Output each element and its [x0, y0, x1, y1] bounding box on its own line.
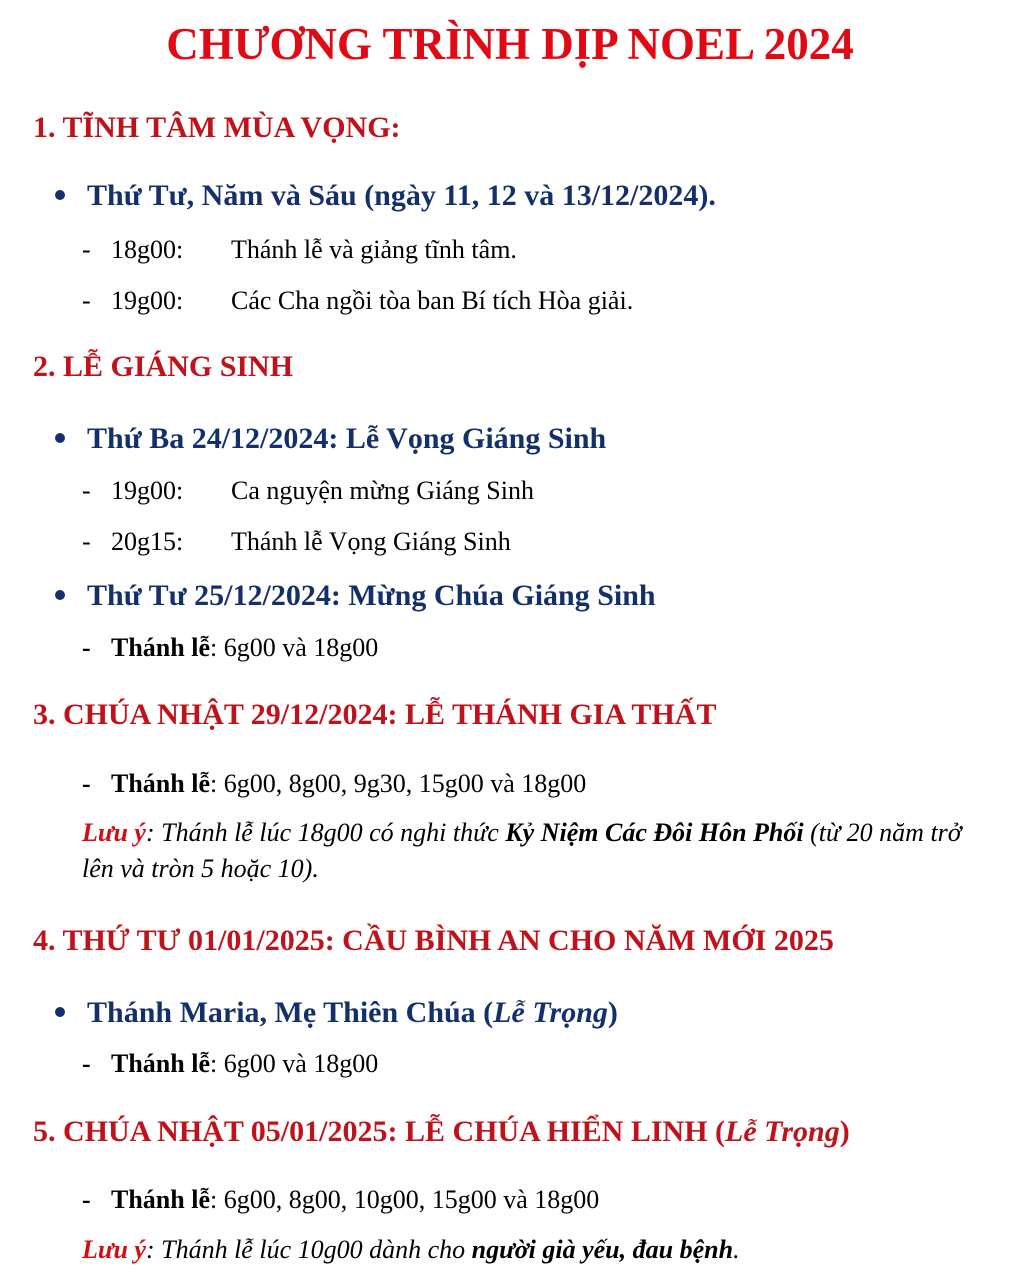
schedule-text: Thánh lễ và giảng tĩnh tâm. — [231, 235, 517, 264]
page-title: CHƯƠNG TRÌNH DỊP NOEL 2024 — [166, 19, 854, 69]
bullet-icon — [55, 590, 65, 600]
note-text: : Thánh lễ lúc 10g00 dành cho — [145, 1235, 472, 1264]
bullet-label: Thứ Tư, Năm và Sáu (ngày 11, 12 và 13/12/2024). — [87, 179, 716, 212]
mass-times: - Thánh lễ: 6g00, 8g00, 10g00, 15g00 và 18g00 — [82, 1185, 600, 1214]
note-text: (từ 20 năm trở lên và tròn 5 hoặc 10). — [82, 818, 962, 883]
note-text: : Thánh lễ lúc 18g00 có nghi thức — [145, 818, 506, 847]
schedule-item: - 19g00: Ca nguyện mừng Giáng Sinh — [82, 474, 534, 508]
section-4-bullet — [55, 993, 618, 1033]
schedule-time: 19g00: — [111, 476, 184, 505]
note-label: Lưu ý — [82, 818, 146, 847]
mass-times: - Thánh lễ: 6g00 và 18g00 — [82, 633, 379, 662]
note — [82, 815, 962, 887]
section-heading-emphasis: Lễ Trọng — [725, 1115, 840, 1148]
schedule-time: 19g00: — [111, 286, 184, 315]
mass-times-text: : 6g00 và 18g00 — [210, 1049, 379, 1078]
section-1-bullet — [55, 176, 716, 216]
note-emphasis: người già yếu, đau bệnh — [471, 1235, 734, 1264]
note-text: . — [733, 1235, 740, 1264]
bullet-label-emphasis: Lễ Trọng — [493, 996, 608, 1029]
section-2-heading: 2. LỄ GIÁNG SINH — [33, 350, 294, 383]
bullet-label: Thánh Maria, Mẹ Thiên Chúa ( — [87, 996, 494, 1029]
schedule-time: 20g15: — [111, 527, 184, 556]
schedule-item: - 18g00: Thánh lễ và giảng tĩnh tâm. — [82, 233, 517, 267]
section-1-heading: 1. TĨNH TÂM MÙA VỌNG: — [33, 111, 401, 144]
mass-times-text: : 6g00, 8g00, 10g00, 15g00 và 18g00 — [210, 1185, 600, 1214]
schedule-text: Thánh lễ Vọng Giáng Sinh — [231, 527, 511, 556]
bullet-label: ) — [607, 996, 618, 1029]
mass-times-text: : 6g00 và 18g00 — [210, 633, 379, 662]
bullet-icon — [55, 433, 65, 443]
section-4-heading: 4. THỨ TƯ 01/01/2025: CẦU BÌNH AN CHO NĂM MỚI 2025 — [33, 924, 834, 957]
mass-times: - Thánh lễ: 6g00, 8g00, 9g30, 15g00 và 18g00 — [82, 769, 587, 798]
section-2-bullet-2 — [55, 576, 656, 616]
note-emphasis: Kỷ Niệm Các Đôi Hôn Phối — [505, 818, 804, 847]
section-heading-text: 5. CHÚA NHẬT 05/01/2025: LỄ CHÚA HIỂN LINH ( — [33, 1115, 726, 1148]
mass-times: - Thánh lễ: 6g00 và 18g00 — [82, 1049, 379, 1078]
mass-label: Thánh lễ — [111, 1185, 210, 1214]
mass-label: Thánh lễ — [111, 1049, 210, 1078]
schedule-item: - 20g15: Thánh lễ Vọng Giáng Sinh — [82, 525, 511, 559]
note — [82, 1232, 962, 1268]
schedule-time: 18g00: — [111, 235, 184, 264]
bullet-label: Thứ Ba 24/12/2024: Lễ Vọng Giáng Sinh — [87, 422, 607, 455]
section-2-bullet-1 — [55, 419, 606, 459]
mass-label: Thánh lễ — [111, 769, 210, 798]
schedule-item: - 19g00: Các Cha ngồi tòa ban Bí tích Hòa giải. — [82, 284, 633, 318]
mass-label: Thánh lễ — [111, 633, 210, 662]
bullet-icon — [55, 190, 65, 200]
bullet-icon — [55, 1007, 65, 1017]
section-3-heading: 3. CHÚA NHẬT 29/12/2024: LỄ THÁNH GIA THẤT — [33, 698, 717, 731]
section-5-heading — [33, 1112, 850, 1152]
schedule-text: Các Cha ngồi tòa ban Bí tích Hòa giải. — [231, 286, 634, 315]
note-label: Lưu ý — [82, 1235, 146, 1264]
section-heading-text: ) — [839, 1115, 850, 1148]
schedule-text: Ca nguyện mừng Giáng Sinh — [231, 476, 534, 505]
mass-times-text: : 6g00, 8g00, 9g30, 15g00 và 18g00 — [210, 769, 587, 798]
bullet-label: Thứ Tư 25/12/2024: Mừng Chúa Giáng Sinh — [87, 579, 656, 612]
